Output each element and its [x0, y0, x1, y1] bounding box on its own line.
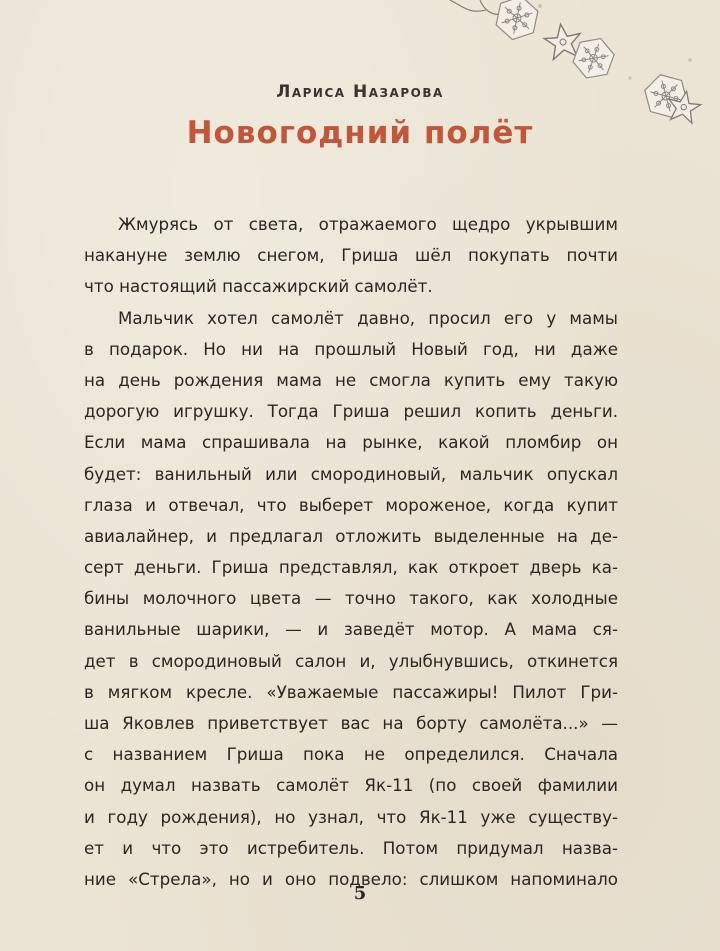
text-line: будет: ванильный или смородиновый, мальчик опускал	[84, 463, 618, 484]
paragraph-2	[84, 303, 618, 896]
text-line: ванильные шарики, — и заведёт мотор. А мама ся-	[84, 619, 618, 640]
text-line: накануне землю снегом, Гриша шёл покупать почти	[84, 245, 618, 266]
text-line: Мальчик хотел самолёт давно, просил его у мамы	[118, 307, 618, 328]
text-line: Жмурясь от света, отражаемого щедро укрывшим	[118, 214, 618, 234]
paragraph-1	[84, 209, 618, 303]
text-line: в мягком кресле. «Уважаемые пассажиры! Пилот Гри-	[84, 681, 618, 702]
page-number: 5	[353, 883, 367, 904]
text-line: глаза и отвечал, что выберет мороженое, когда купит	[84, 494, 618, 515]
text-line: Если мама спрашивала на рынке, какой пломбир он	[84, 432, 618, 453]
text-line: на день рождения мама не смогла купить ему такую	[84, 369, 618, 390]
text-line: в подарок. Но ни на прошлый Новый год, ни даже	[84, 338, 618, 359]
text-line: авиалайнер, и предлагал отложить выделенные на де-	[84, 525, 618, 546]
text-line: ние «Стрела», но и оно подвело: слишком напоминало	[84, 868, 618, 889]
text-line: и году рождения), но узнал, что Як-11 уже существу-	[84, 806, 618, 827]
text-line: он думал назвать самолёт Як-11 (по своей фамилии	[84, 775, 618, 796]
text-line: дет в смородиновый салон и, улыбнувшись, откинется	[84, 650, 618, 671]
text-line: ет и что это истребитель. Потом придумал назва-	[84, 837, 618, 858]
text-line: что настоящий пассажирский самолёт.	[84, 276, 433, 297]
story-text	[84, 209, 618, 895]
text-line: ша Яковлев приветствует вас на борту самолёта...» —	[84, 713, 618, 733]
text-line: дорогую игрушку. Тогда Гриша решил копить деньги.	[84, 401, 618, 422]
text-line: с названием Гриша пока не определился. Сначала	[84, 744, 618, 765]
author-name: Лариса Назарова	[276, 82, 444, 102]
story-title: Новогодний полёт	[186, 115, 534, 151]
text-line: серт деньги. Гриша представлял, как откроет дверь ка-	[84, 557, 618, 578]
text-line: бины молочного цвета — точно такого, как холодные	[84, 588, 618, 609]
